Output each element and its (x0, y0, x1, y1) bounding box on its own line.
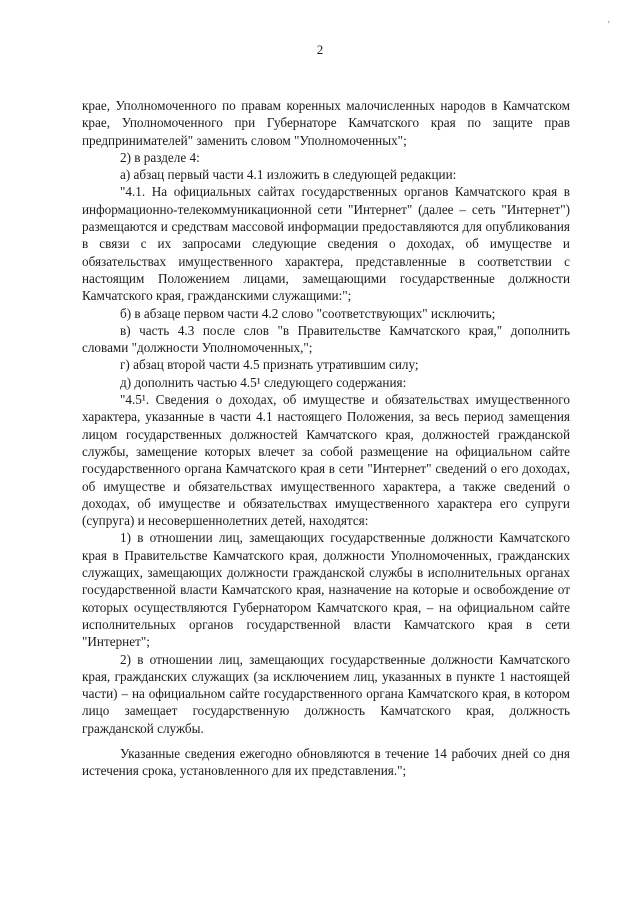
paragraph: г) абзац второй части 4.5 признать утратившим силу; (120, 357, 419, 373)
paragraph: в) часть 4.3 после слов "в Правительстве Камчатского края," дополнить словами "должности Уполномоченных,"; (82, 322, 570, 356)
paragraph: а) абзац первый части 4.1 изложить в следующей редакции: (120, 167, 457, 183)
paragraph: 2) в отношении лиц, замещающих государственные должности Камчатского края, гражданских служащих (за исключением лиц, указанных в пункте 1 настоящей части) – на официальном сайте государственного органа Камчатского края, в котором лицо замещает государственную должность Камчатского края, должность гражданской службы. (82, 651, 570, 736)
paragraph: "4.5¹. Сведения о доходах, об имуществе и обязательствах имущественного характера, указанные в части 4.1 настоящего Положения, за весь период замещения лицом государственных должностей Камчатского края, должностей гражданской службы, замещение которых влечет за собой размещение на официальном сайте государственного органа Камчатского края в сети "Интернет" сведений о его доходах, об имуществе и обязательствах имущественного характера, а также сведений о доходах, об имуществе и обязательствах имущественного характера его супруги (супруга) и несовершеннолетних детей, находятся: (82, 392, 570, 529)
paragraph: Указанные сведения ежегодно обновляются в течение 14 рабочих дней со дня истечения срока, установленного для их представления."; (82, 745, 570, 779)
page-number: 2 (316, 42, 324, 57)
paragraph: крае, Уполномоченного по правам коренных малочисленных народов в Камчатском крае, Уполномоченного при Губернаторе Камчатского края по защите прав предпринимателей" заменить словом "Уполномоченных"; (82, 98, 570, 148)
paragraph: д) дополнить частью 4.5¹ следующего содержания: (120, 374, 407, 390)
document-body (82, 97, 570, 780)
paragraph: 2) в разделе 4: (120, 149, 200, 165)
paragraph: б) в абзаце первом части 4.2 слово "соответствующих" исключить; (120, 305, 496, 321)
paragraph: "4.1. На официальных сайтах государственных органов Камчатского края в информационно-телекоммуникационной сети "Интернет" (далее – сеть "Интернет") размещаются и средствам массовой информации предоставляются для опубликования в связи с их запросами следующие сведения о доходах, об имуществе и обязательствах имущественного характера, представленные в соответствии с настоящим Положением лицами, замещающими государственные должности Камчатского края, гражданскими служащими:"; (82, 184, 570, 304)
corner-mark: , (607, 14, 610, 24)
paragraph: 1) в отношении лиц, замещающих государственные должности Камчатского края в Правительстве Камчатского края, должности Уполномоченных, гражданских служащих, замещающих должности гражданской службы в исполнительных органах государственной власти Камчатского края, назначение на которые и освобождение от которых осуществляются Губернатором Камчатского края, – на официальном сайте исполнительных органов государственной власти Камчатского края в сети "Интернет"; (82, 530, 570, 650)
